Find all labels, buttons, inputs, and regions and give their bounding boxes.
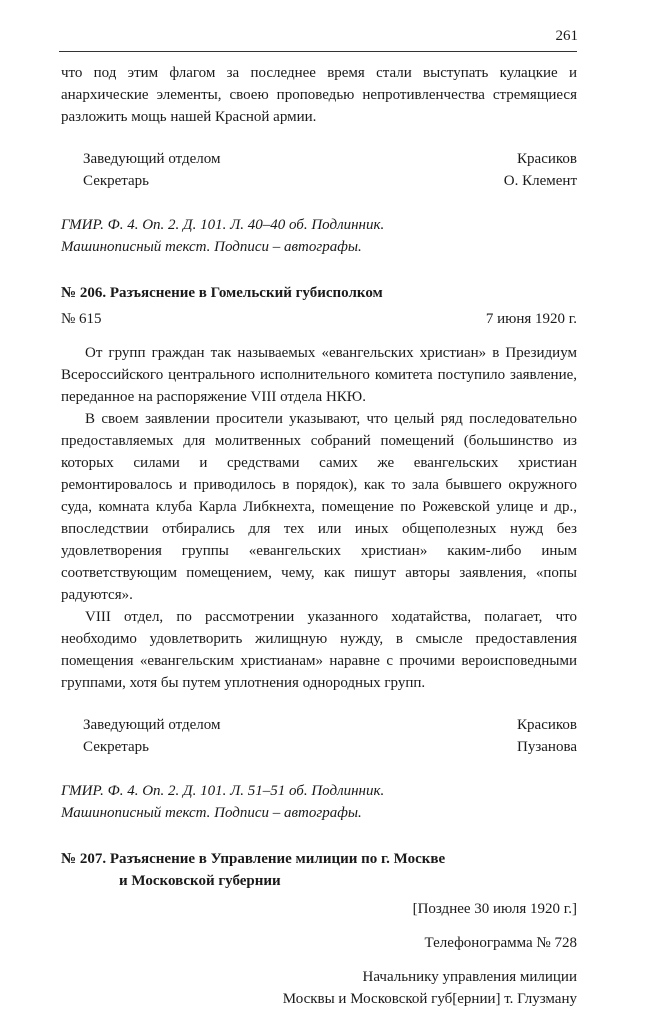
signature-role: Секретарь	[83, 173, 150, 189]
page-number: 261	[555, 28, 578, 44]
signature-name: О. Клемент	[503, 173, 577, 189]
doc-207-title-line1: № 207. Разъяснение в Управление милиции по г. Москве	[61, 851, 446, 867]
body-paragraph: В своем заявлении просители указывают, что целый ряд последовательно предоставляемых для молитвенных собраний помещений (большинство из которых силами и средствами самих же евангельских христиан ремонтировалось и приводилось в порядок), как то зала бывшего окружного суда, комната клуба Карла Либкнехта, помещение по Рожевской улице и др., впоследствии отбирались для тех или иных общеполезных нужд без удовлетворения группы «евангельских христиан» каким-либо иным соответствующим помещением, чему, как пишут авторы заявления, «попы радуются».	[61, 411, 577, 603]
signature-role: Заведующий отделом	[83, 717, 221, 733]
doc-206-date: 7 июня 1920 г.	[485, 311, 577, 327]
doc-207-title	[61, 848, 577, 892]
signature-row	[61, 736, 577, 758]
signature-name: Красиков	[517, 717, 577, 733]
doc-206-title: № 206. Разъяснение в Гомельский губисполком	[61, 285, 383, 301]
doc-206-source	[61, 780, 577, 824]
header-rule	[59, 51, 577, 52]
signature-name: Красиков	[517, 151, 577, 167]
doc-207-telephonogram: Телефонограмма № 728	[424, 935, 577, 951]
addressee-line: Начальнику управления милиции	[362, 969, 577, 985]
intro-source	[61, 214, 577, 258]
doc-207-title-line2: и Московской губернии	[119, 873, 281, 889]
doc-206-number: № 615	[61, 311, 102, 327]
doc-207-addressee	[61, 966, 577, 1010]
signature-role: Секретарь	[83, 739, 150, 755]
doc-206-body	[61, 342, 577, 694]
addressee-line: Москвы и Московской губ[ернии] т. Глузману	[282, 991, 577, 1007]
signature-role: Заведующий отделом	[83, 151, 221, 167]
body-paragraph: VIII отдел, по рассмотрении указанного ходатайства, полагает, что необходимо удовлетворить жилищную нужду, в смысле предоставления помещения «евангельским христианам» наравне с прочими вероисповедными группами, хотя бы путем уплотнения однородных групп.	[61, 609, 577, 691]
intro-signatures	[61, 148, 577, 192]
archive-reference: ГМИР. Ф. 4. Оп. 2. Д. 101. Л. 51–51 об. Подлинник.	[61, 783, 385, 799]
intro-paragraph: что под этим флагом за последнее время стали выступать кулацкие и анархические элементы, своею проповедью непротивленчества стремящиеся разложить мощь нашей Красной армии.	[61, 65, 577, 125]
archive-note: Машинописный текст. Подписи – автографы.	[61, 239, 362, 255]
page-content	[61, 62, 577, 1010]
signature-name: Пузанова	[517, 739, 577, 755]
doc-206-signatures	[61, 714, 577, 758]
signature-row	[61, 148, 577, 170]
archive-note: Машинописный текст. Подписи – автографы.	[61, 805, 362, 821]
archive-reference: ГМИР. Ф. 4. Оп. 2. Д. 101. Л. 40–40 об. Подлинник.	[61, 217, 385, 233]
body-paragraph: От групп граждан так называемых «евангельских христиан» в Президиум Всероссийского центрального исполнительного комитета поступило заявление, переданное на распоряжение VIII отдела НКЮ.	[61, 345, 577, 405]
signature-row	[61, 714, 577, 736]
doc-207-date: [Позднее 30 июля 1920 г.]	[412, 901, 577, 917]
signature-row	[61, 170, 577, 192]
doc-206-meta	[61, 308, 577, 330]
